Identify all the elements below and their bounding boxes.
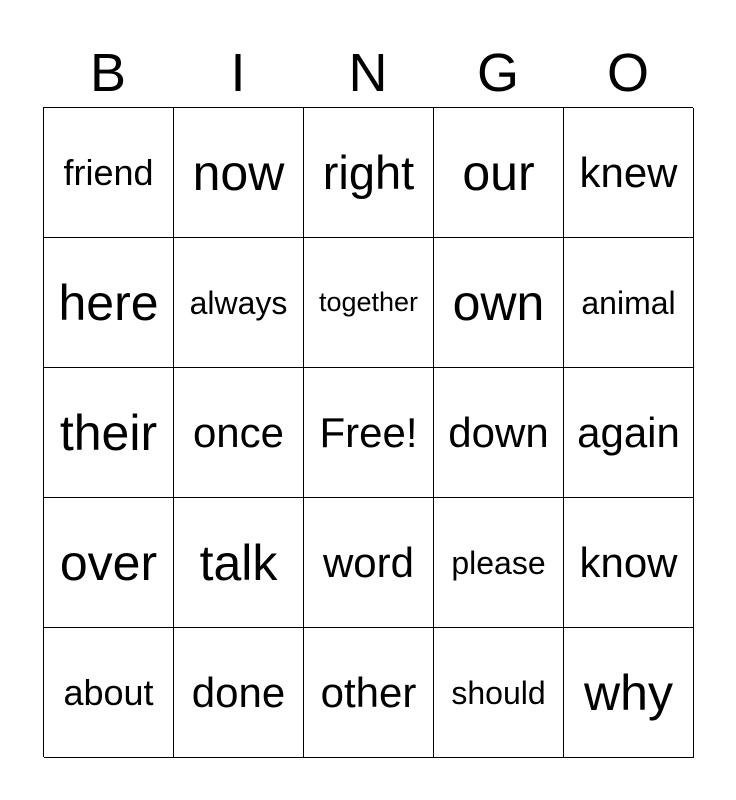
bingo-cell[interactable]: know [564,498,694,628]
bingo-cell[interactable]: why [564,628,694,758]
bingo-cell[interactable]: own [434,238,564,368]
bingo-cell[interactable]: together [304,238,434,368]
bingo-cell[interactable]: down [434,368,564,498]
bingo-cell[interactable]: animal [564,238,694,368]
bingo-cell[interactable]: over [44,498,174,628]
header-letter-n: N [348,43,388,103]
bingo-cell[interactable]: now [174,108,304,238]
free-space-cell[interactable]: Free! [304,368,434,498]
bingo-cell[interactable]: word [304,498,434,628]
header-letter-b: B [89,43,127,103]
bingo-cell[interactable]: friend [44,108,174,238]
bingo-board [43,107,693,757]
bingo-header [43,42,693,104]
bingo-cell[interactable]: right [304,108,434,238]
bingo-cell[interactable]: other [304,628,434,758]
header-letter-g: G [476,43,519,103]
bingo-cell[interactable]: our [434,108,564,238]
bingo-cell[interactable]: done [174,628,304,758]
bingo-cell[interactable]: here [44,238,174,368]
bingo-cell[interactable]: knew [564,108,694,238]
bingo-cell[interactable]: once [174,368,304,498]
bingo-cell[interactable]: about [44,628,174,758]
bingo-cell[interactable]: always [174,238,304,368]
header-letter-o: O [606,43,649,103]
bingo-cell[interactable]: talk [174,498,304,628]
bingo-cell[interactable]: their [44,368,174,498]
header-letter-i: I [230,43,246,103]
bingo-cell[interactable]: please [434,498,564,628]
bingo-cell[interactable]: should [434,628,564,758]
bingo-cell[interactable]: again [564,368,694,498]
